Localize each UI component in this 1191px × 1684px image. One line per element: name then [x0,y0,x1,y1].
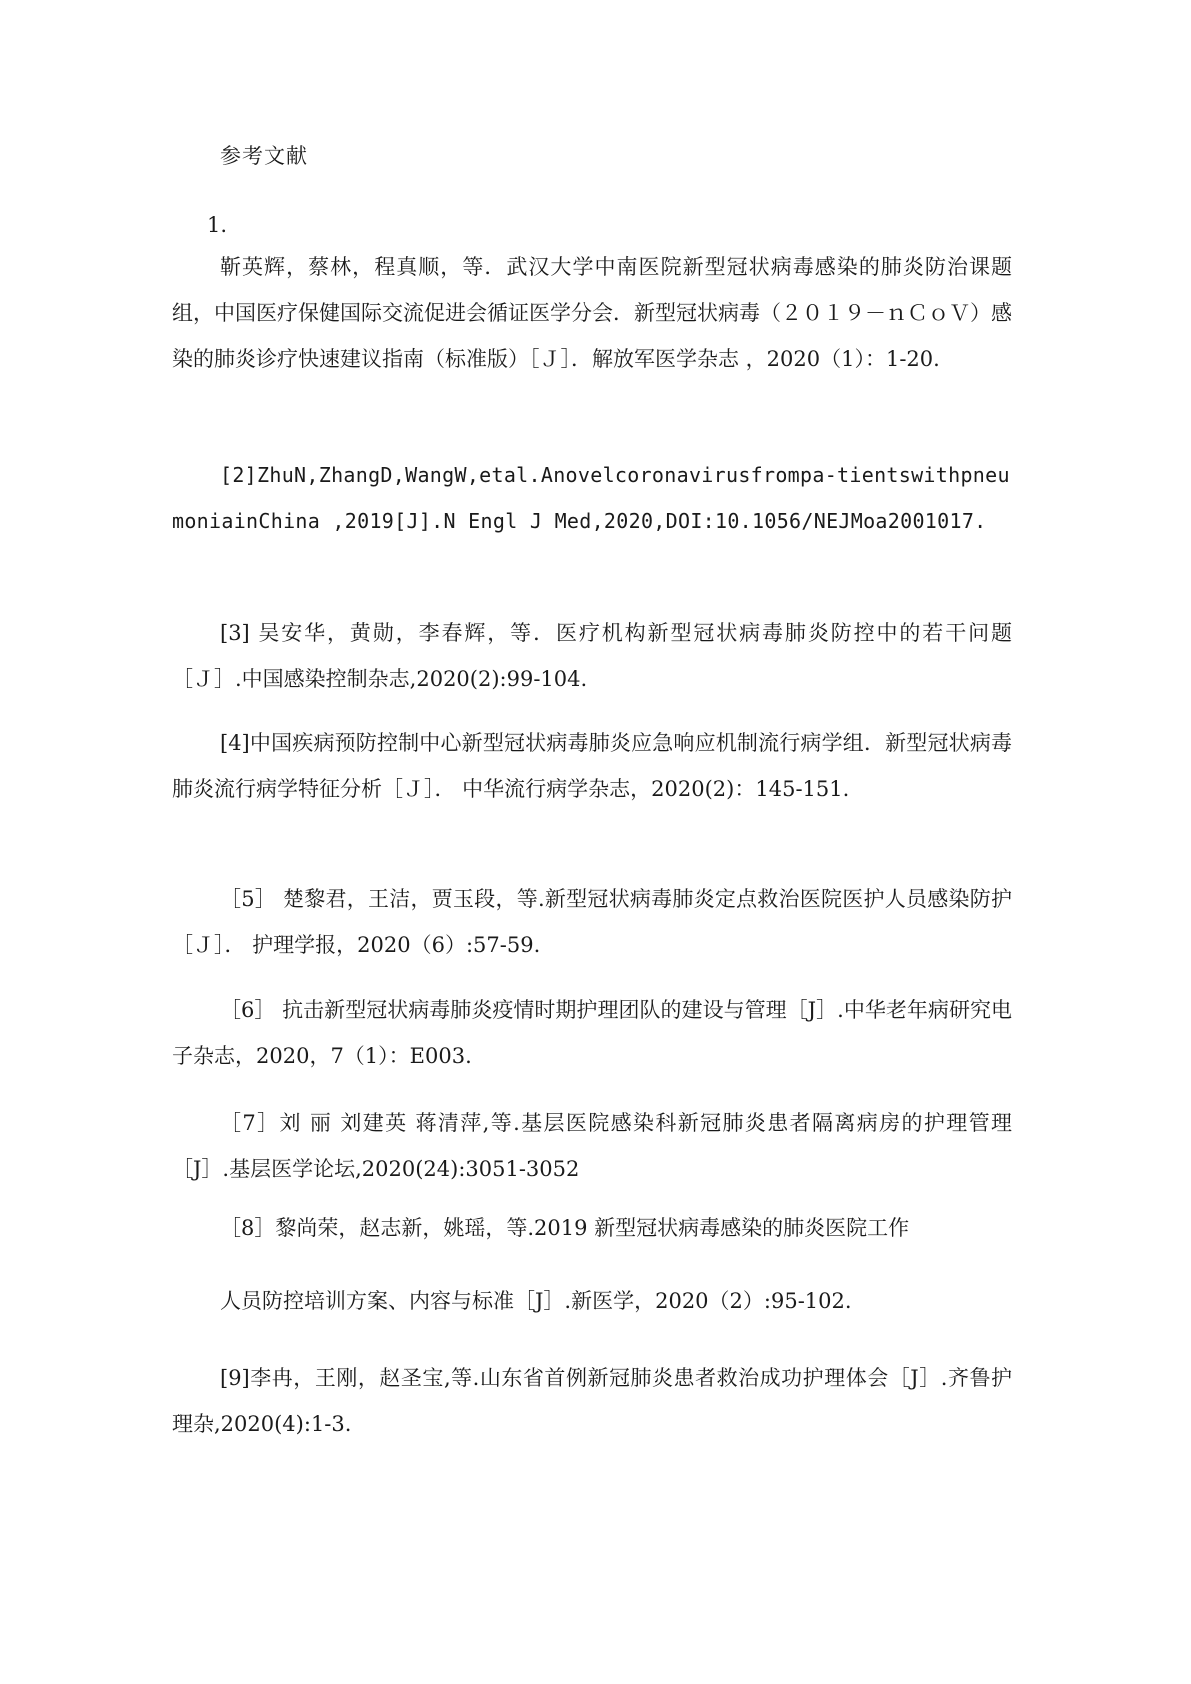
reference-8-line-1: ［8］黎尚荣，赵志新，姚瑶，等.2019 新型冠状病毒感染的肺炎医院工作 [220,1216,910,1240]
reference-9: [9]李冉，王刚，赵圣宝,等.山东省首例新冠肺炎患者救治成功护理体会［J］.齐鲁护理杂,2020(4):1-3. [172,1366,1012,1436]
reference-1: 靳英辉，蔡林，程真顺，等．武汉大学中南医院新型冠状病毒感染的肺炎防治课题组，中国医疗保健国际交流促进会循证医学分会．新型冠状病毒（２０１９－ｎＣｏＶ）感染的肺炎诊疗快速建议指南（标准版）［Ｊ］．解放军医学杂志 ，2020（1）：1-20. [172,255,1012,371]
references-heading: 参考文献 [220,144,308,168]
reference-5: ［5］ 楚黎君，王洁，贾玉段，等.新型冠状病毒肺炎定点救治医院医护人员感染防护［Ｊ］． 护理学报，2020（6）:57-59. [172,887,1012,957]
reference-4: [4]中国疾病预防控制中心新型冠状病毒肺炎应急响应机制流行病学组．新型冠状病毒肺炎流行病学特征分析［Ｊ］． 中华流行病学杂志，2020(2)：145-151. [172,731,1012,801]
reference-8-line-2: 人员防控培训方案、内容与标准［J］.新医学，2020（2）:95-102. [220,1289,852,1313]
reference-2: [2]ZhuN,ZhangD,WangW,etal.Anovelcoronavirusfrompa-tientswithpneumoniainChina ,2019[J].N Engl J Med,2020,DOI:10.1056/NEJMoa2001017. [172,463,1010,533]
reference-6: ［6］ 抗击新型冠状病毒肺炎疫情时期护理团队的建设与管理［J］.中华老年病研究电子杂志，2020，7（1）：E003. [172,998,1012,1068]
reference-number: 1. [207,213,228,237]
reference-7: ［7］刘 丽 刘建英 蒋清萍,等.基层医院感染科新冠肺炎患者隔离病房的护理管理［J］.基层医学论坛,2020(24):3051-3052 [172,1111,1012,1181]
reference-3: [3] 吴安华，黄勋，李春辉，等．医疗机构新型冠状病毒肺炎防控中的若干问题［Ｊ］.中国感染控制杂志,2020(2):99-104. [172,621,1012,691]
